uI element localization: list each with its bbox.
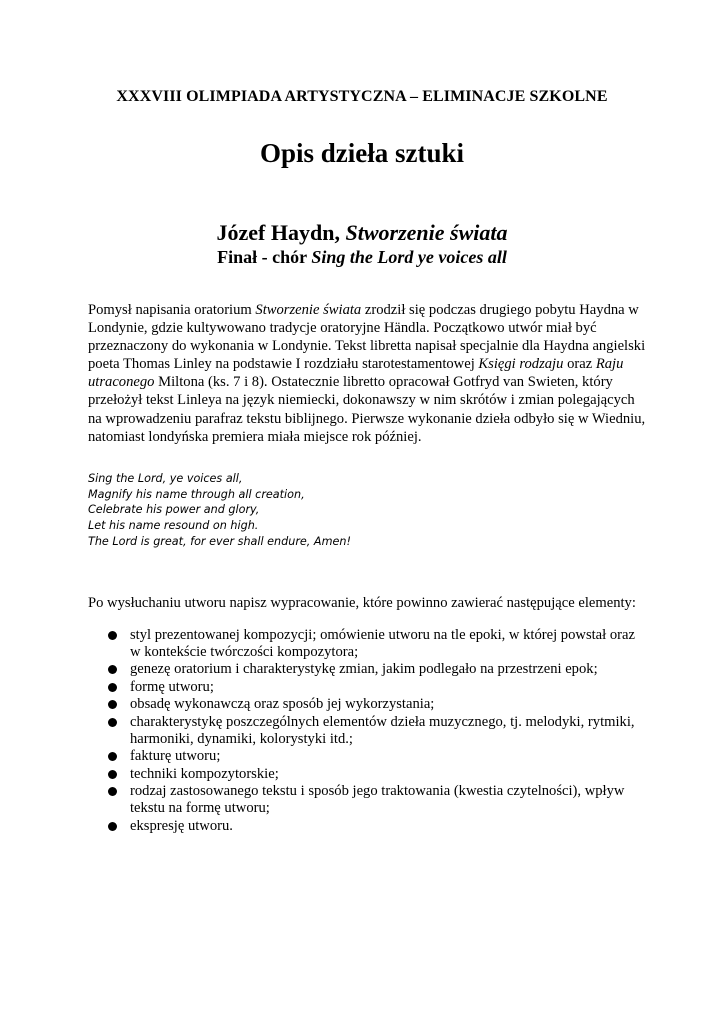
work-title [0, 220, 724, 246]
document-title: Opis dzieła sztuki [259, 138, 465, 168]
task-text: obsadę wykonawczą oraz sposób jej wykorzystania; [130, 696, 435, 713]
list-item [88, 818, 648, 835]
instruction-text: Po wysłuchaniu utworu napisz wypracowanie, które powinno zawierać następujące elementy: [88, 595, 636, 611]
intro-text: Miltona (ks. 7 i 8). Ostatecznie libretto opracował Gotfryd van Swieten, który przełożył tekst Linleya na język niemiecki, dokonawszy w nim skrótów i zmian polegających na wprowadzeniu parafraz tekstu biblijnego. Pierwsze wykonanie dzieła odbyło się w Wiedniu, natomiast londyńska premiera miała miejsce rok później. [88, 374, 646, 445]
intro-paragraph [88, 301, 648, 446]
list-item [88, 766, 648, 783]
bullet-icon [108, 770, 117, 779]
lyrics-line: Sing the Lord, ye voices all, [88, 472, 243, 485]
intro-title-oratorio: Stworzenie świata [255, 302, 362, 318]
lyrics-line: Let his name resound on high. [88, 519, 259, 533]
list-item [88, 661, 648, 678]
lyrics-line: The Lord is great, for ever shall endure, Amen! [88, 534, 351, 548]
task-text: fakturę utworu; [130, 748, 221, 765]
bullet-icon [108, 822, 117, 831]
composer-name: Józef Haydn, [216, 220, 346, 245]
bullet-icon [108, 631, 117, 640]
list-item [88, 696, 648, 713]
task-text: charakterystykę poszczególnych elementów dzieła muzycznego, tj. melodyki, rytmiki, harmoniki, dynamiki, kolorystyki itd.; [130, 713, 635, 747]
intro-title-genesis: Księgi rodzaju [478, 356, 564, 373]
intro-text: Pomysł napisania oratorium [88, 302, 256, 318]
bullet-icon [108, 665, 117, 674]
task-text: styl prezentowanej kompozycji; omówienie utworu na tle epoki, w której powstał oraz w kontekście twórczości kompozytora; [130, 627, 635, 660]
list-item [88, 783, 648, 816]
list-item [88, 748, 648, 765]
task-text: genezę oratorium i charakterystykę zmian, jakim podlegało na przestrzeni epok; [130, 661, 598, 678]
list-item [88, 627, 648, 660]
olympiad-header: XXXVIII OLIMPIADA ARTYSTYCZNA – ELIMINACJE SZKOLNE [116, 88, 608, 105]
bullet-icon [108, 752, 117, 761]
work-subtitle [0, 247, 724, 268]
part-prefix: Finał - chór [217, 247, 312, 267]
intro-title-paradise-lost: Raju utraconego [88, 356, 624, 391]
list-item [88, 714, 648, 747]
task-text: ekspresję utworu. [130, 817, 233, 834]
lyrics-line: Celebrate his power and glory, [88, 503, 260, 517]
task-text: rodzaj zastosowanego tekstu i sposób jego traktowania (kwestia czytelności), wpływ tekstu na formę utworu; [130, 783, 625, 816]
bullet-icon [108, 787, 117, 796]
intro-text: oraz [563, 356, 596, 373]
work-name: Stworzenie świata [345, 220, 508, 245]
bullet-icon [108, 683, 117, 692]
task-text: formę utworu; [130, 678, 214, 695]
list-item [88, 679, 648, 696]
bullet-icon [108, 700, 117, 709]
part-title: Sing the Lord ye voices all [311, 247, 507, 267]
task-list [88, 627, 648, 835]
bullet-icon [108, 718, 117, 727]
lyrics-line: Magnify his name through all creation, [88, 487, 305, 501]
intro-text: zrodził się podczas drugiego pobytu Haydna w Londynie, gdzie kultywowano tradycje oratoryjne Händla. Początkowo utwór miał być przeznaczony do wykonania w Londynie. Tekst libretta napisał specjalnie dla Haydna angielski poeta Thomas Linley na podstawie I rozdziału starotestamentowej [88, 302, 646, 373]
task-text: techniki kompozytorskie; [130, 765, 279, 782]
lyrics-block [88, 471, 648, 550]
